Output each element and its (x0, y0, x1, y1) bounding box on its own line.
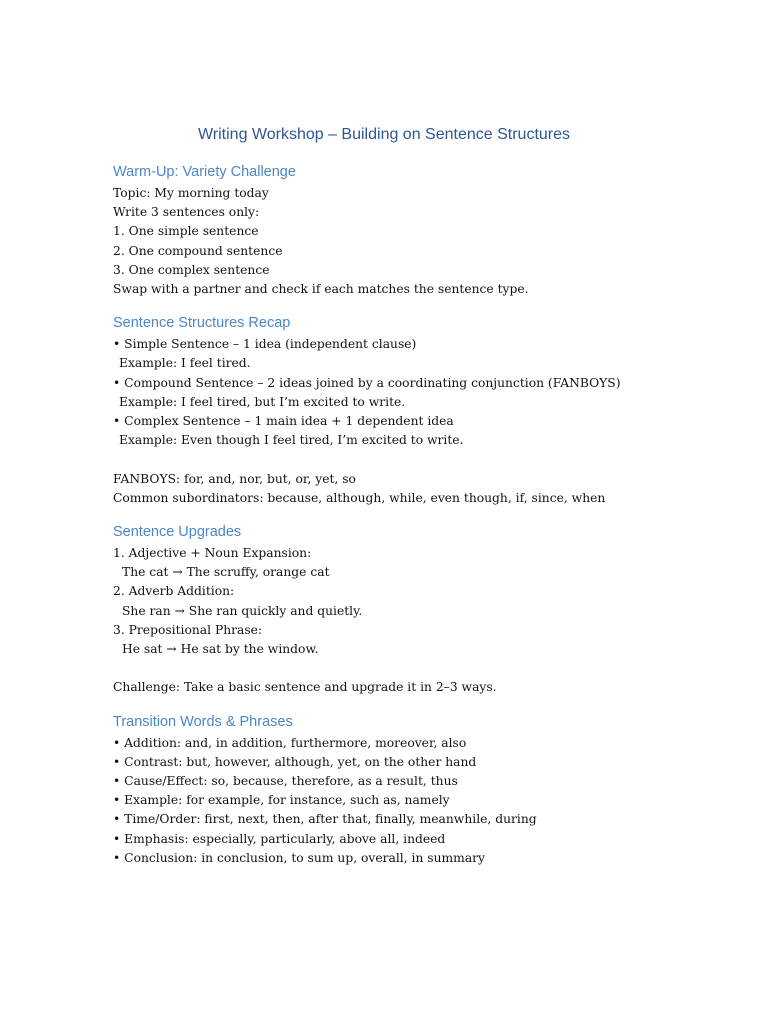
recap-heading: Sentence Structures Recap (113, 315, 291, 332)
transition-item: • Cause/Effect: so, because, therefore, as a result, thus (113, 774, 458, 789)
warmup-line: 2. One compound sentence (113, 243, 283, 258)
upgrade-example: She ran → She ran quickly and quietly. (122, 603, 363, 618)
upgrades-heading: Sentence Upgrades (113, 524, 242, 541)
recap-bullet: • Compound Sentence – 2 ideas joined by a coordinating conjunction (FANBOYS) (113, 375, 621, 390)
warmup-line: 3. One complex sentence (113, 262, 270, 277)
upgrade-example: He sat → He sat by the window. (122, 642, 319, 657)
recap-bullet: • Simple Sentence – 1 idea (independent clause) (113, 337, 417, 352)
transition-item: • Time/Order: first, next, then, after that, finally, meanwhile, during (113, 812, 537, 827)
warmup-line: 1. One simple sentence (113, 224, 259, 239)
recap-bullet: • Complex Sentence – 1 main idea + 1 dependent idea (113, 414, 454, 429)
challenge-line: Challenge: Take a basic sentence and upgrade it in 2–3 ways. (113, 680, 497, 695)
recap-example: Example: Even though I feel tired, I’m excited to write. (119, 433, 464, 448)
fanboys-line: FANBOYS: for, and, nor, but, or, yet, so (113, 471, 356, 486)
warmup-line: Swap with a partner and check if each matches the sentence type. (113, 282, 529, 297)
recap-example: Example: I feel tired. (119, 356, 251, 371)
transition-item: • Addition: and, in addition, furthermore, moreover, also (113, 735, 467, 750)
upgrade-label: 2. Adverb Addition: (113, 584, 235, 599)
warmup-line: Write 3 sentences only: (113, 205, 260, 220)
upgrade-label: 1. Adjective + Noun Expansion: (113, 546, 312, 561)
transition-item: • Emphasis: especially, particularly, above all, indeed (113, 831, 446, 846)
transition-item: • Contrast: but, however, although, yet, on the other hand (113, 754, 477, 769)
document-title: Writing Workshop – Building on Sentence Structures (197, 126, 571, 143)
upgrade-label: 3. Prepositional Phrase: (113, 622, 263, 637)
warmup-line: Topic: My morning today (113, 186, 269, 200)
upgrade-example: The cat → The scruffy, orange cat (122, 565, 330, 580)
transition-item: • Conclusion: in conclusion, to sum up, overall, in summary (113, 850, 485, 865)
subordinators-line: Common subordinators: because, although, while, even though, if, since, when (113, 490, 606, 505)
recap-section (113, 313, 673, 508)
transitions-heading: Transition Words & Phrases (113, 713, 293, 730)
recap-example: Example: I feel tired, but I’m excited to write. (119, 394, 406, 409)
warmup-heading: Warm-Up: Variety Challenge (113, 164, 296, 180)
transition-item: • Example: for example, for instance, such as, namely (113, 793, 450, 808)
upgrades-section (113, 522, 673, 698)
warmup-section (113, 162, 673, 299)
transitions-section (113, 712, 673, 868)
document-body (113, 124, 673, 868)
